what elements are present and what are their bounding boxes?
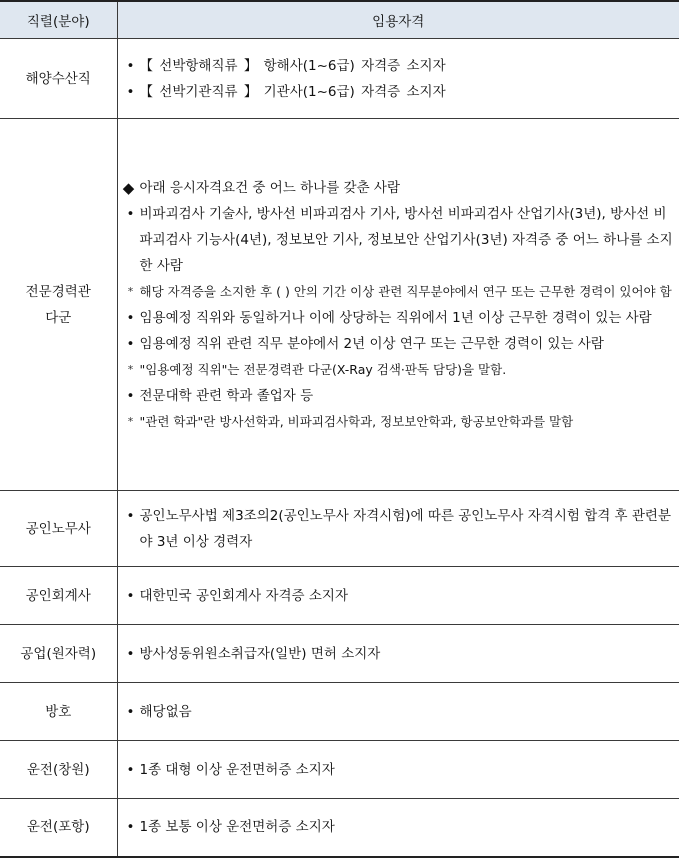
item-text: 아래 응시자격요건 중 어느 하나를 갖춘 사람 [139,179,400,196]
item-text: 공인노무사법 제3조의2(공인노무사 자격시험)에 따른 공인노무사 자격시험 합격 후 관련분야 3년 이상 경력자 [139,507,672,550]
header-qualification: 임용자격 [117,1,679,39]
field-line: 다군 [45,309,72,326]
field-cell: 공인노무사 [0,491,117,567]
item-text: 해당없음 [139,703,192,720]
bullet-icon: • [126,507,135,524]
list-item [118,201,680,279]
bullet-icon: • [126,387,135,404]
table-row [0,39,679,119]
item-text: 전문대학 관련 학과 졸업자 등 [139,387,314,404]
list-item [118,757,680,783]
list-item [118,699,680,725]
bullet-icon: • [126,309,135,326]
item-text: 임용예정 직위와 동일하거나 이에 상당하는 직위에서 1년 이상 근무한 경력이 있는 사람 [139,309,652,326]
requirement-cell [117,491,679,567]
item-text: 대한민국 공인회계사 자격증 소지자 [139,587,348,604]
note-item [118,357,680,383]
field-cell: 공업(원자력) [0,625,117,683]
item-text: 1종 보통 이상 운전면허증 소지자 [139,819,335,836]
diamond-icon: ◆ [122,178,135,197]
list-item [118,53,680,79]
note-item [118,279,680,305]
bullet-icon: • [126,761,135,778]
field-cell: 해양수산직 [0,39,117,119]
table-row [0,491,679,567]
item-text: 【 선박기관직류 】 기관사(1~6급) 자격증 소지자 [139,83,446,100]
bullet-icon: • [126,205,135,222]
list-item [118,814,680,840]
item-text: 방사성동위원소취급자(일반) 면허 소지자 [139,645,381,662]
bullet-icon: • [126,83,135,100]
item-text: "임용예정 직위"는 전문경력관 다군(X-Ray 검색·판독 담당)을 말함. [139,361,507,377]
item-text: 비파괴검사 기술사, 방사선 비파괴검사 기사, 방사선 비파괴검사 산업기사(3년), 방사선 비파괴검사 기능사(4년), 정보보안 기사, 정보보안 산업기사(3년) 자격증 중 어느 하나를 소지한 사람 [139,205,673,274]
table-row [0,567,679,625]
asterisk-icon: * [127,414,134,428]
list-item [118,383,680,409]
header-field: 직렬(분야) [0,1,117,39]
field-cell: 공인회계사 [0,567,117,625]
list-item [118,305,680,331]
field-line: 전문경력관 [25,283,91,300]
table-row [0,625,679,683]
requirement-cell [117,799,679,857]
item-text: 임용예정 직위 관련 직무 분야에서 2년 이상 연구 또는 근무한 경력이 있는 사람 [139,335,604,352]
requirement-cell [117,119,679,491]
requirement-cell [117,741,679,799]
item-text: 【 선박항해직류 】 항해사(1~6급) 자격증 소지자 [139,57,446,74]
list-item [118,503,680,555]
requirement-cell [117,683,679,741]
list-item [118,175,680,201]
bullet-icon: • [126,335,135,352]
field-cell: 방호 [0,683,117,741]
bullet-icon: • [126,645,135,662]
field-cell: 운전(창원) [0,741,117,799]
list-item [118,583,680,609]
list-item [118,641,680,667]
requirement-cell [117,567,679,625]
list-item [118,79,680,105]
table-row [0,799,679,857]
bullet-icon: • [126,703,135,720]
item-text: "관련 학과"란 방사선학과, 비파괴검사학과, 정보보안학과, 항공보안학과를 말함 [139,413,574,429]
field-cell: 운전(포항) [0,799,117,857]
requirement-cell [117,625,679,683]
bullet-icon: • [126,819,135,836]
header-row [0,1,679,39]
bullet-icon: • [126,587,135,604]
asterisk-icon: * [127,362,134,376]
item-text: 1종 대형 이상 운전면허증 소지자 [139,761,335,778]
bullet-icon: • [126,57,135,74]
table-row [0,119,679,491]
list-item [118,331,680,357]
field-cell [0,119,117,491]
table-row [0,741,679,799]
requirement-cell [117,39,679,119]
note-item [118,409,680,435]
asterisk-icon: * [127,284,134,298]
item-text: 해당 자격증을 소지한 후 ( ) 안의 기간 이상 관련 직무분야에서 연구 또는 근무한 경력이 있어야 함 [139,283,672,299]
table-row [0,683,679,741]
